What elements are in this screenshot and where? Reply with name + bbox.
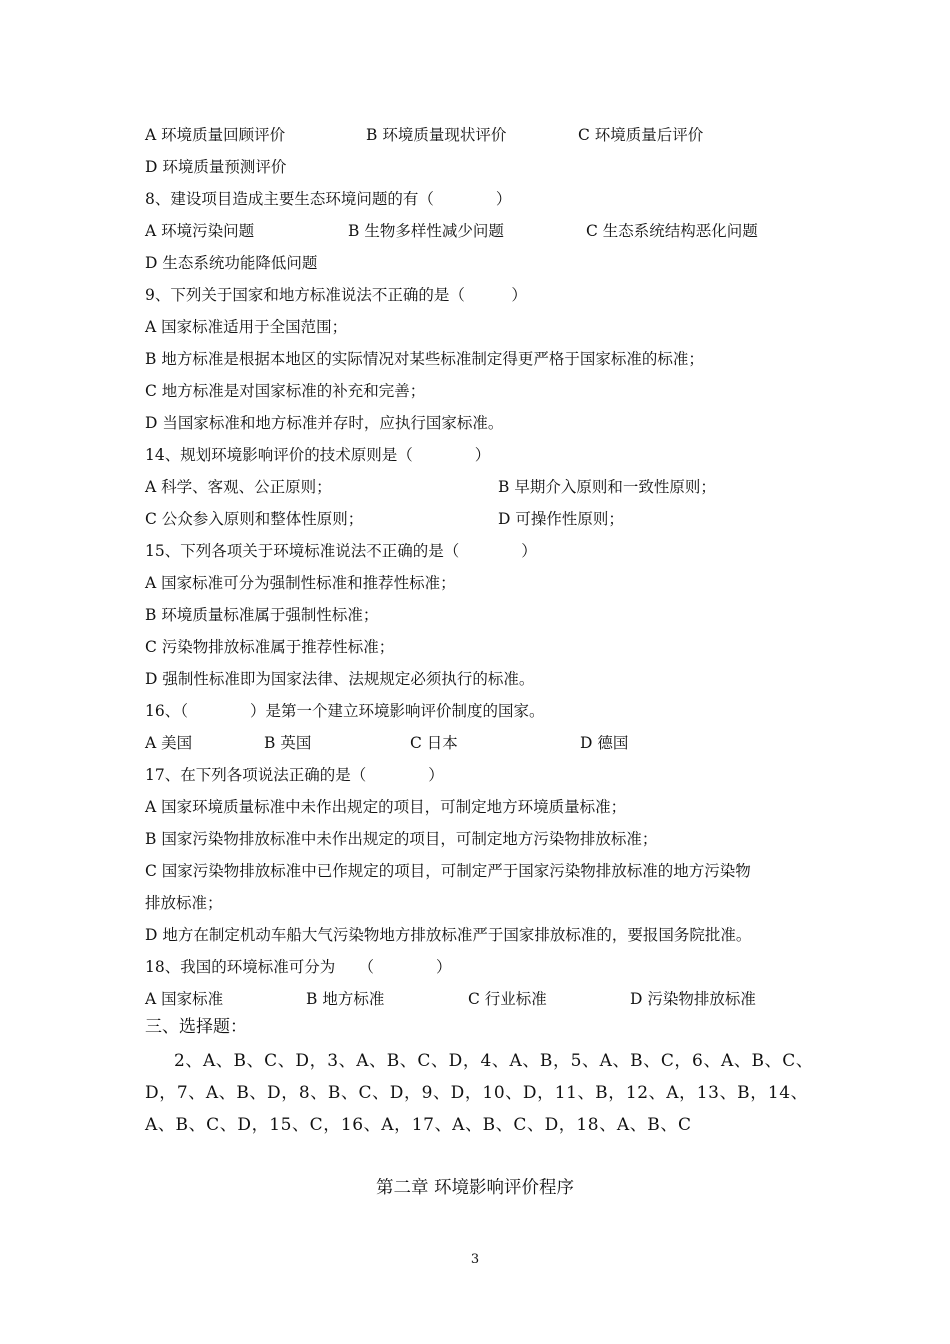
q7-option-a: A 环境质量回顾评价 [145, 126, 286, 144]
q18-option-d: D 污染物排放标准 [630, 990, 756, 1008]
answer-line-2: D，7、A、B、D，8、B、C、D，9、D，10、D，11、B，12、A，13、B，14、 [145, 1083, 809, 1103]
q17-option-a: A 国家环境质量标准中未作出规定的项目，可制定地方环境质量标准； [145, 798, 627, 816]
q9-option-a: A 国家标准适用于全国范围； [145, 318, 348, 336]
q16-option-a: A 美国 [145, 734, 193, 752]
section-heading: 三、选择题： [145, 1017, 247, 1037]
q18-option-b: B 地方标准 [306, 990, 385, 1008]
q15-option-a: A 国家标准可分为强制性标准和推荐性标准； [145, 574, 456, 592]
q7-option-c: C 环境质量后评价 [578, 126, 704, 144]
q16-option-d: D 德国 [580, 734, 629, 752]
q8-option-d: D 生态系统功能降低问题 [145, 254, 318, 272]
answer-line-3: A、B、C、D，15、C，16、A，17、A、B、C、D，18、A、B、C [145, 1115, 692, 1135]
page-number: 3 [470, 1252, 480, 1267]
q14-option-a: A 科学、客观、公正原则； [145, 478, 332, 496]
question-stem: 17、在下列各项说法正确的是（ ） [145, 766, 444, 784]
q9-option-d: D 当国家标准和地方标准并存时，应执行国家标准。 [145, 414, 504, 432]
question-stem: 8、建设项目造成主要生态环境问题的有（ ） [145, 190, 512, 208]
q16-option-b: B 英国 [264, 734, 312, 752]
chapter-title: 第二章 环境影响评价程序 [375, 1178, 575, 1198]
q8-option-c: C 生态系统结构恶化问题 [586, 222, 758, 240]
question-stem: 15、下列各项关于环境标准说法不正确的是（ ） [145, 542, 537, 560]
q14-option-d: D 可操作性原则； [498, 510, 624, 528]
q8-option-b: B 生物多样性减少问题 [348, 222, 504, 240]
question-stem: 16、（ ）是第一个建立环境影响评价制度的国家。 [145, 702, 545, 720]
question-stem: 18、我国的环境标准可分为 （ ） [145, 958, 452, 976]
q17-option-d: D 地方在制定机动车船大气污染物地方排放标准严于国家排放标准的，要报国务院批准。 [145, 926, 752, 944]
q15-option-c: C 污染物排放标准属于推荐性标准； [145, 638, 395, 656]
q17-option-c-continued: 排放标准； [145, 894, 223, 912]
q7-option-d: D 环境质量预测评价 [145, 158, 287, 176]
q9-option-c: C 地方标准是对国家标准的补充和完善； [145, 382, 426, 400]
question-stem: 9、下列关于国家和地方标准说法不正确的是（ ） [145, 286, 527, 304]
question-stem: 14、规划环境影响评价的技术原则是（ ） [145, 446, 491, 464]
q18-option-a: A 国家标准 [145, 990, 224, 1008]
q15-option-b: B 环境质量标准属于强制性标准； [145, 606, 379, 624]
q18-option-c: C 行业标准 [468, 990, 547, 1008]
q17-option-c: C 国家污染物排放标准中已作规定的项目，可制定严于国家污染物排放标准的地方污染物 [145, 862, 751, 880]
q16-option-c: C 日本 [410, 734, 458, 752]
q8-option-a: A 环境污染问题 [145, 222, 255, 240]
q14-option-c: C 公众参入原则和整体性原则； [145, 510, 364, 528]
q17-option-b: B 国家污染物排放标准中未作出规定的项目，可制定地方污染物排放标准； [145, 830, 658, 848]
q15-option-d: D 强制性标准即为国家法律、法规规定必须执行的标准。 [145, 670, 535, 688]
answer-line-1: 2、A、B、C、D，3、A、B、C、D，4、A、B，5、A、B、C，6、A、B、C、 [174, 1051, 814, 1071]
q9-option-b: B 地方标准是根据本地区的实际情况对某些标准制定得更严格于国家标准的标准； [145, 350, 704, 368]
q14-option-b: B 早期介入原则和一致性原则； [498, 478, 716, 496]
q7-option-b: B 环境质量现状评价 [366, 126, 507, 144]
